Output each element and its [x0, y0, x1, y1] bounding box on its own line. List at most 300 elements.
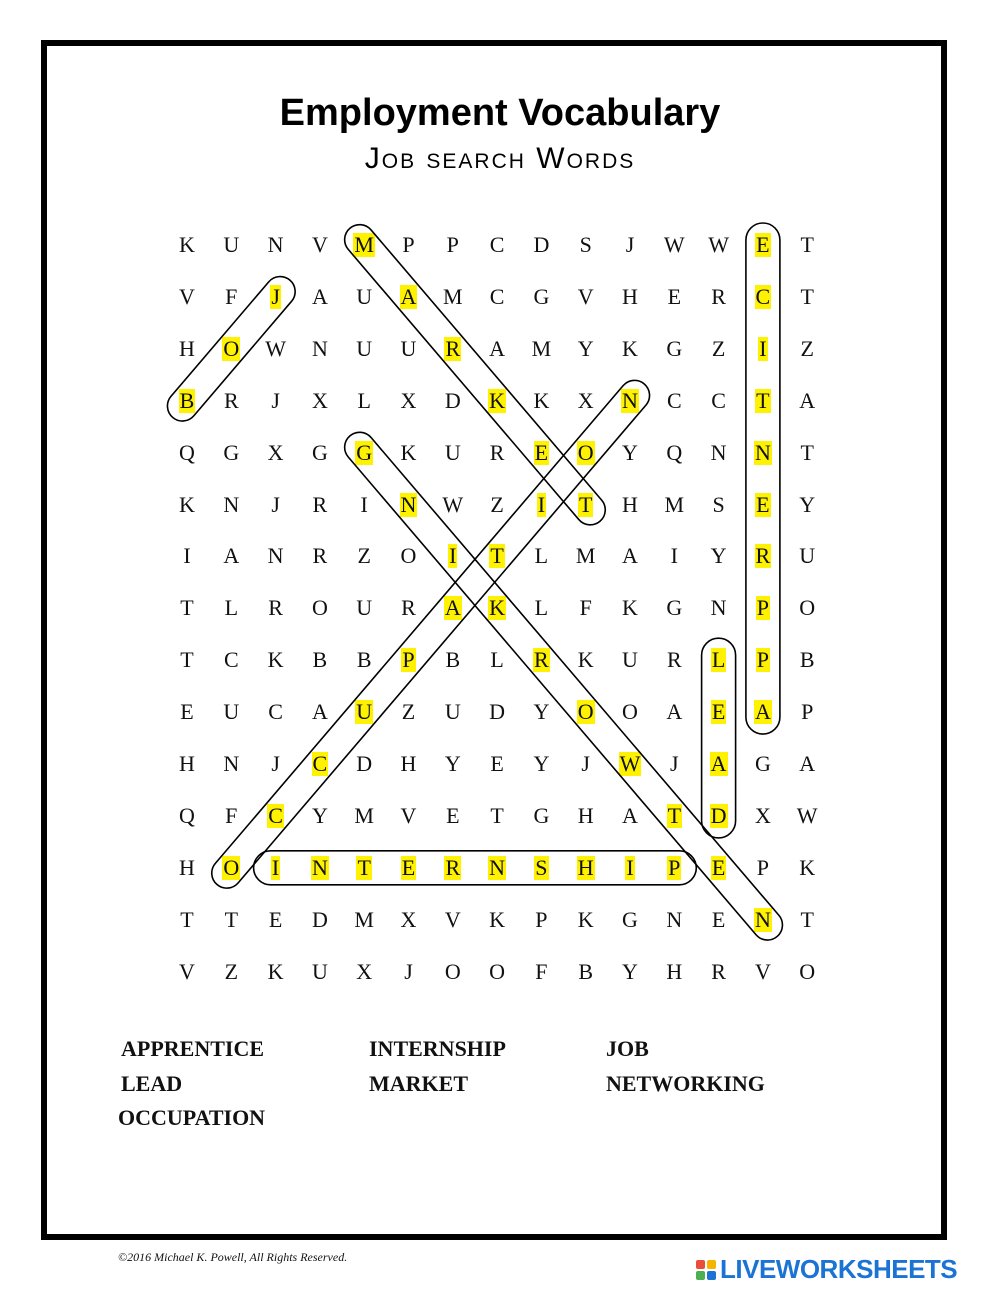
grid-cell[interactable]	[211, 744, 251, 784]
grid-cell[interactable]	[654, 433, 694, 473]
grid-cell[interactable]	[654, 692, 694, 732]
grid-cell[interactable]	[300, 536, 340, 576]
grid-letter: E	[268, 906, 283, 932]
grid-letter: M	[354, 906, 374, 932]
grid-cell[interactable]	[566, 536, 606, 576]
grid-cell[interactable]	[344, 225, 384, 265]
grid-cell[interactable]	[787, 277, 827, 317]
grid-cell[interactable]	[699, 277, 739, 317]
grid-cell[interactable]	[433, 277, 473, 317]
grid-cell[interactable]	[566, 744, 606, 784]
grid-cell[interactable]	[566, 640, 606, 680]
grid-letter: P	[402, 232, 415, 257]
grid-cell[interactable]	[787, 744, 827, 784]
grid-cell[interactable]	[300, 381, 340, 421]
grid-cell[interactable]	[654, 277, 694, 317]
grid-cell[interactable]	[389, 588, 429, 628]
grid-cell[interactable]	[211, 536, 251, 576]
grid-letter: K	[489, 595, 506, 621]
grid-cell[interactable]	[699, 640, 739, 680]
grid-letter: E	[756, 232, 770, 257]
grid-cell[interactable]	[477, 744, 517, 784]
grid-cell[interactable]	[699, 381, 739, 421]
grid-cell[interactable]	[787, 381, 827, 421]
grid-cell[interactable]	[167, 900, 207, 940]
grid-cell[interactable]	[211, 485, 251, 525]
grid-letter: M	[575, 543, 596, 569]
grid-cell[interactable]	[389, 485, 429, 525]
grid-cell[interactable]	[256, 485, 296, 525]
grid-cell[interactable]	[610, 536, 650, 576]
grid-letter: N	[666, 906, 683, 932]
grid-letter: F	[579, 595, 592, 621]
grid-cell[interactable]	[344, 952, 384, 992]
grid-cell[interactable]	[433, 640, 473, 680]
grid-cell[interactable]	[699, 796, 739, 836]
grid-cell[interactable]	[521, 485, 561, 525]
grid-letter: A	[489, 335, 506, 361]
grid-cell[interactable]	[787, 796, 827, 836]
logo-square	[696, 1260, 705, 1269]
grid-cell[interactable]	[654, 952, 694, 992]
grid-cell[interactable]	[787, 225, 827, 265]
grid-cell[interactable]	[787, 952, 827, 992]
grid-cell[interactable]	[344, 329, 384, 369]
grid-letter: H	[179, 335, 195, 361]
grid-cell[interactable]	[610, 588, 650, 628]
grid-cell[interactable]	[566, 588, 606, 628]
grid-cell[interactable]	[743, 848, 783, 888]
grid-letter: J	[670, 751, 679, 776]
word-bank-item: JOB	[606, 1036, 649, 1061]
grid-cell[interactable]	[654, 225, 694, 265]
grid-cell[interactable]	[256, 277, 296, 317]
grid-cell[interactable]	[344, 381, 384, 421]
grid-letter: T	[800, 283, 814, 309]
grid-cell[interactable]	[300, 744, 340, 784]
grid-letter: A	[400, 283, 417, 309]
grid-cell[interactable]	[167, 952, 207, 992]
grid-cell[interactable]	[743, 433, 783, 473]
grid-letter: H	[577, 854, 594, 880]
grid-letter: N	[710, 439, 727, 465]
grid-cell[interactable]	[787, 536, 827, 576]
grid-cell[interactable]	[300, 588, 340, 628]
grid-cell[interactable]	[477, 640, 517, 680]
word-bank-item: MARKET	[369, 1071, 468, 1096]
grid-letter: C	[223, 647, 239, 673]
grid-cell[interactable]	[300, 848, 340, 888]
grid-cell[interactable]	[610, 744, 650, 784]
grid-cell[interactable]	[477, 900, 517, 940]
grid-cell[interactable]	[743, 485, 783, 525]
grid-cell[interactable]	[787, 900, 827, 940]
grid-cell[interactable]	[743, 640, 783, 680]
grid-cell[interactable]	[433, 485, 473, 525]
grid-letter: G	[311, 439, 328, 465]
grid-cell[interactable]	[654, 588, 694, 628]
grid-cell[interactable]	[610, 640, 650, 680]
grid-cell[interactable]	[344, 433, 384, 473]
grid-cell[interactable]	[300, 485, 340, 525]
grid-cell[interactable]	[699, 952, 739, 992]
grid-cell[interactable]	[477, 277, 517, 317]
copyright-notice: ©2016 Michael K. Powell, All Rights Reserved.	[118, 1250, 348, 1264]
grid-letter: U	[444, 699, 461, 725]
grid-cell[interactable]	[521, 744, 561, 784]
grid-cell[interactable]	[787, 588, 827, 628]
grid-cell[interactable]	[610, 900, 650, 940]
grid-cell[interactable]	[654, 381, 694, 421]
grid-cell[interactable]	[389, 277, 429, 317]
grid-cell[interactable]	[167, 692, 207, 732]
grid-cell[interactable]	[521, 952, 561, 992]
grid-cell[interactable]	[344, 277, 384, 317]
grid-cell[interactable]	[566, 796, 606, 836]
grid-cell[interactable]	[389, 744, 429, 784]
grid-letter: T	[490, 543, 504, 569]
grid-cell[interactable]	[521, 277, 561, 317]
grid-cell[interactable]	[654, 900, 694, 940]
grid-cell[interactable]	[566, 848, 606, 888]
grid-cell[interactable]	[433, 692, 473, 732]
grid-cell[interactable]	[389, 329, 429, 369]
grid-cell[interactable]	[477, 381, 517, 421]
grid-cell[interactable]	[256, 900, 296, 940]
grid-cell[interactable]	[433, 588, 473, 628]
grid-letter: I	[759, 335, 767, 361]
grid-letter: Q	[179, 439, 195, 465]
grid-letter: O	[622, 699, 638, 725]
grid-cell[interactable]	[300, 900, 340, 940]
grid-cell[interactable]	[566, 381, 606, 421]
grid-cell[interactable]	[433, 796, 473, 836]
grid-cell[interactable]	[610, 433, 650, 473]
grid-cell[interactable]	[389, 433, 429, 473]
grid-cell[interactable]	[256, 796, 296, 836]
grid-cell[interactable]	[521, 433, 561, 473]
grid-cell[interactable]	[654, 848, 694, 888]
grid-cell[interactable]	[699, 848, 739, 888]
grid-letter: M	[354, 802, 374, 828]
grid-letter: T	[667, 802, 682, 828]
grid-cell[interactable]	[211, 900, 251, 940]
grid-cell[interactable]	[344, 744, 384, 784]
grid-letter: R	[755, 543, 771, 569]
grid-cell[interactable]	[787, 329, 827, 369]
grid-cell[interactable]	[610, 485, 650, 525]
grid-cell[interactable]	[477, 485, 517, 525]
grid-cell[interactable]	[787, 485, 827, 525]
grid-cell[interactable]	[300, 433, 340, 473]
liveworksheets-logo[interactable]	[696, 1254, 957, 1285]
grid-letter: X	[577, 387, 594, 413]
grid-cell[interactable]	[256, 433, 296, 473]
grid-cell[interactable]	[521, 796, 561, 836]
grid-letter: U	[444, 439, 461, 465]
grid-cell[interactable]	[433, 329, 473, 369]
grid-cell[interactable]	[344, 588, 384, 628]
grid-cell[interactable]	[344, 900, 384, 940]
grid-cell[interactable]	[521, 381, 561, 421]
grid-cell[interactable]	[743, 952, 783, 992]
grid-cell[interactable]	[211, 640, 251, 680]
grid-cell[interactable]	[389, 381, 429, 421]
grid-letter: D	[710, 802, 727, 828]
grid-cell[interactable]	[566, 277, 606, 317]
grid-cell[interactable]	[566, 225, 606, 265]
grid-letter: J	[581, 751, 590, 776]
grid-cell[interactable]	[211, 952, 251, 992]
grid-cell[interactable]	[521, 900, 561, 940]
grid-cell[interactable]	[743, 796, 783, 836]
grid-letter: L	[490, 647, 504, 673]
grid-cell[interactable]	[389, 900, 429, 940]
grid-cell[interactable]	[433, 536, 473, 576]
grid-cell[interactable]	[167, 381, 207, 421]
grid-cell[interactable]	[167, 796, 207, 836]
grid-cell[interactable]	[477, 225, 517, 265]
grid-letter: R	[445, 854, 461, 880]
grid-cell[interactable]	[566, 900, 606, 940]
grid-cell[interactable]	[167, 588, 207, 628]
grid-cell[interactable]	[477, 536, 517, 576]
grid-cell[interactable]	[521, 640, 561, 680]
grid-cell[interactable]	[344, 692, 384, 732]
grid-letter: O	[223, 335, 240, 361]
grid-cell[interactable]	[433, 744, 473, 784]
grid-cell[interactable]	[167, 485, 207, 525]
grid-letter: B	[179, 387, 195, 413]
grid-cell[interactable]	[699, 744, 739, 784]
grid-cell[interactable]	[389, 848, 429, 888]
grid-cell[interactable]	[743, 381, 783, 421]
grid-cell[interactable]	[167, 536, 207, 576]
grid-letter: O	[799, 595, 816, 621]
grid-cell[interactable]	[167, 433, 207, 473]
grid-cell[interactable]	[300, 277, 340, 317]
grid-cell[interactable]	[699, 588, 739, 628]
grid-cell[interactable]	[743, 277, 783, 317]
grid-letter: T	[800, 232, 814, 257]
grid-cell[interactable]	[300, 692, 340, 732]
grid-cell[interactable]	[300, 640, 340, 680]
grid-cell[interactable]	[256, 225, 296, 265]
grid-cell[interactable]	[743, 536, 783, 576]
grid-cell[interactable]	[300, 329, 340, 369]
grid-cell[interactable]	[256, 640, 296, 680]
grid-cell[interactable]	[743, 900, 783, 940]
grid-cell[interactable]	[610, 952, 650, 992]
grid-letter: Q	[666, 439, 683, 465]
grid-letter: U	[622, 647, 638, 673]
logo-grid-icon	[696, 1260, 716, 1280]
grid-cell[interactable]	[610, 381, 650, 421]
grid-cell[interactable]	[211, 225, 251, 265]
grid-letter: O	[400, 543, 417, 569]
grid-cell[interactable]	[699, 692, 739, 732]
grid-letter: S	[712, 491, 725, 517]
grid-letter: R	[223, 387, 239, 413]
grid-cell[interactable]	[167, 225, 207, 265]
grid-cell[interactable]	[477, 329, 517, 369]
grid-cell[interactable]	[433, 381, 473, 421]
grid-cell[interactable]	[433, 225, 473, 265]
grid-cell[interactable]	[787, 433, 827, 473]
grid-letter: M	[354, 232, 374, 257]
grid-cell[interactable]	[743, 744, 783, 784]
grid-cell[interactable]	[433, 433, 473, 473]
grid-cell[interactable]	[654, 536, 694, 576]
grid-cell[interactable]	[300, 952, 340, 992]
grid-letter: N	[754, 906, 771, 932]
grid-cell[interactable]	[256, 692, 296, 732]
grid-cell[interactable]	[521, 225, 561, 265]
grid-cell[interactable]	[256, 848, 296, 888]
grid-cell[interactable]	[344, 640, 384, 680]
grid-letter: H	[622, 491, 638, 517]
grid-cell[interactable]	[787, 848, 827, 888]
grid-cell[interactable]	[389, 536, 429, 576]
grid-letter: R	[711, 958, 726, 984]
grid-letter: M	[664, 491, 685, 517]
grid-letter: A	[311, 283, 328, 309]
grid-cell[interactable]	[256, 588, 296, 628]
grid-cell[interactable]	[610, 329, 650, 369]
grid-cell[interactable]	[610, 225, 650, 265]
grid-cell[interactable]	[654, 485, 694, 525]
grid-cell[interactable]	[654, 329, 694, 369]
grid-cell[interactable]	[610, 277, 650, 317]
grid-letter: T	[756, 387, 770, 413]
page-title: Employment Vocabulary	[279, 92, 721, 134]
grid-cell[interactable]	[300, 225, 340, 265]
grid-cell[interactable]	[566, 692, 606, 732]
grid-letter: D	[311, 906, 328, 932]
grid-cell[interactable]	[699, 536, 739, 576]
grid-cell[interactable]	[211, 433, 251, 473]
grid-cell[interactable]	[211, 588, 251, 628]
grid-cell[interactable]	[477, 692, 517, 732]
grid-cell[interactable]	[610, 848, 650, 888]
grid-letter: J	[625, 232, 635, 257]
grid-cell[interactable]	[743, 225, 783, 265]
grid-letter: E	[490, 751, 504, 776]
grid-cell[interactable]	[433, 952, 473, 992]
grid-letter: B	[799, 647, 815, 673]
grid-cell[interactable]	[566, 329, 606, 369]
grid-cell[interactable]	[743, 588, 783, 628]
grid-cell[interactable]	[344, 796, 384, 836]
grid-letter: P	[756, 595, 770, 621]
grid-cell[interactable]	[699, 485, 739, 525]
logo-square	[707, 1271, 716, 1280]
grid-letter: W	[442, 491, 464, 517]
grid-cell[interactable]	[477, 796, 517, 836]
grid-cell[interactable]	[787, 640, 827, 680]
grid-cell[interactable]	[344, 485, 384, 525]
grid-cell[interactable]	[389, 225, 429, 265]
grid-cell[interactable]	[477, 588, 517, 628]
grid-cell[interactable]	[743, 329, 783, 369]
grid-cell[interactable]	[211, 692, 251, 732]
grid-letter: B	[445, 647, 461, 673]
grid-letter: C	[489, 283, 505, 309]
grid-cell[interactable]	[256, 381, 296, 421]
grid-cell[interactable]	[300, 796, 340, 836]
grid-cell[interactable]	[521, 588, 561, 628]
grid-cell[interactable]	[521, 848, 561, 888]
grid-cell[interactable]	[521, 692, 561, 732]
grid-letter: Y	[533, 751, 550, 776]
logo-square	[707, 1260, 716, 1269]
grid-letter: O	[577, 439, 594, 465]
grid-cell[interactable]	[699, 900, 739, 940]
grid-cell[interactable]	[699, 225, 739, 265]
grid-cell[interactable]	[566, 485, 606, 525]
grid-letter: V	[754, 958, 771, 984]
grid-cell[interactable]	[477, 433, 517, 473]
grid-letter: N	[223, 751, 240, 776]
grid-cell[interactable]	[389, 796, 429, 836]
grid-cell[interactable]	[610, 692, 650, 732]
grid-cell[interactable]	[167, 744, 207, 784]
grid-letter: U	[356, 699, 373, 725]
grid-cell[interactable]	[566, 952, 606, 992]
grid-letter: Y	[710, 543, 727, 569]
grid-cell[interactable]	[344, 536, 384, 576]
grid-cell[interactable]	[699, 329, 739, 369]
grid-cell[interactable]	[743, 692, 783, 732]
grid-cell[interactable]	[167, 277, 207, 317]
grid-cell[interactable]	[566, 433, 606, 473]
grid-cell[interactable]	[211, 329, 251, 369]
grid-cell[interactable]	[389, 692, 429, 732]
grid-cell[interactable]	[211, 848, 251, 888]
grid-letter: X	[311, 387, 328, 413]
grid-cell[interactable]	[167, 329, 207, 369]
grid-cell[interactable]	[477, 952, 517, 992]
grid-cell[interactable]	[787, 692, 827, 732]
grid-cell[interactable]	[211, 796, 251, 836]
grid-cell[interactable]	[477, 848, 517, 888]
grid-cell[interactable]	[256, 329, 296, 369]
grid-cell[interactable]	[433, 900, 473, 940]
grid-letter: A	[223, 543, 240, 569]
grid-cell[interactable]	[256, 744, 296, 784]
grid-cell[interactable]	[211, 277, 251, 317]
grid-cell[interactable]	[211, 381, 251, 421]
grid-cell[interactable]	[167, 640, 207, 680]
grid-cell[interactable]	[389, 952, 429, 992]
grid-letter: F	[535, 958, 548, 984]
grid-letter: V	[179, 283, 195, 309]
grid-cell[interactable]	[610, 796, 650, 836]
grid-cell[interactable]	[389, 640, 429, 680]
grid-cell[interactable]	[344, 848, 384, 888]
grid-cell[interactable]	[654, 640, 694, 680]
grid-cell[interactable]	[256, 952, 296, 992]
grid-cell[interactable]	[521, 329, 561, 369]
grid-cell[interactable]	[699, 433, 739, 473]
grid-cell[interactable]	[256, 536, 296, 576]
grid-cell[interactable]	[167, 848, 207, 888]
grid-cell[interactable]	[654, 744, 694, 784]
grid-cell[interactable]	[433, 848, 473, 888]
grid-letter: G	[223, 439, 240, 465]
grid-cell[interactable]	[654, 796, 694, 836]
grid-cell[interactable]	[521, 536, 561, 576]
